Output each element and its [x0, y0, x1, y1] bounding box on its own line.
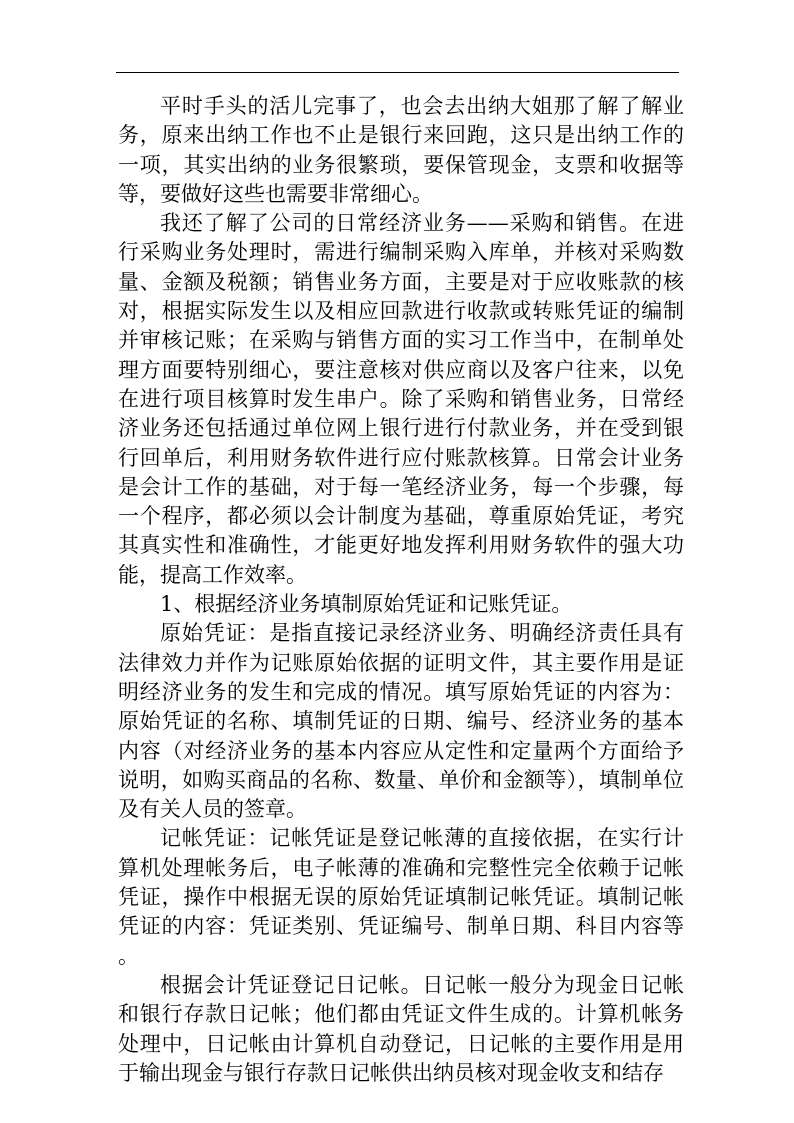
body-text [118, 92, 684, 1088]
paragraph-accounting-voucher: 记帐凭证：记帐凭证是登记帐薄的直接依据，在实行计算机处理帐务后，电子帐薄的准确和完整性完全依赖于记帐凭证，操作中根据无误的原始凭证填制记帐凭证。填制记帐凭证的内容：凭证类别、凭证编号、制单日期、科目内容等 。 [118, 826, 684, 968]
header-rule [116, 72, 679, 73]
paragraph-section-1-heading: 1、根据经济业务填制原始凭证和记账凭证。 [160, 592, 573, 617]
paragraph-daily-business: 我还了解了公司的日常经济业务——采购和销售。在进行采购业务处理时，需进行编制采购入库单，并核对采购数量、金额及税额；销售业务方面，主要是对于应收账款的核对，根据实际发生以及相应回款进行收款或转账凭证的编制并审核记账；在采购与销售方面的实习工作当中，在制单处理方面要特别细心，要注意核对供应商以及客户往来，以免在进行项目核算时发生串户。除了采购和销售业务，日常经济业务还包括通过单位网上银行进行付款业务，并在受到银行回单后，利用财务软件进行应付账款核算。日常会计业务是会计工作的基础，对于每一笔经济业务，每一个步骤，每一个程序，都必须以会计制度为基础，尊重原始凭证，考究其真实性和准确性，才能更好地发挥利用财务软件的强大功能，提高工作效率。 [118, 211, 684, 587]
paragraph-journal: 根据会计凭证登记日记帐。日记帐一般分为现金日记帐和银行存款日记帐；他们都由凭证文件生成的。计算机帐务处理中，日记帐由计算机自动登记，日记帐的主要作用是用于输出现金与银行存款日记帐供出纳员核对现金收支和结存 [118, 972, 684, 1085]
paragraph-cashier: 平时手头的活儿完事了，也会去出纳大姐那了解了解业务，原来出纳工作也不止是银行来回跑，这只是出纳工作的一项，其实出纳的业务很繁琐，要保管现金，支票和收据等等，要做好这些也需要非常细心。 [118, 94, 684, 206]
paragraph-original-voucher: 原始凭证：是指直接记录经济业务、明确经济责任具有法律效力并作为记账原始依据的证明文件，其主要作用是证明经济业务的发生和完成的情况。填写原始凭证的内容为：原始凭证的名称、填制凭证的日期、编号、经济业务的基本内容（对经济业务的基本内容应从定性和定量两个方面给予说明，如购买商品的名称、数量、单价和金额等），填制单位及有关人员的签章。 [118, 621, 684, 822]
